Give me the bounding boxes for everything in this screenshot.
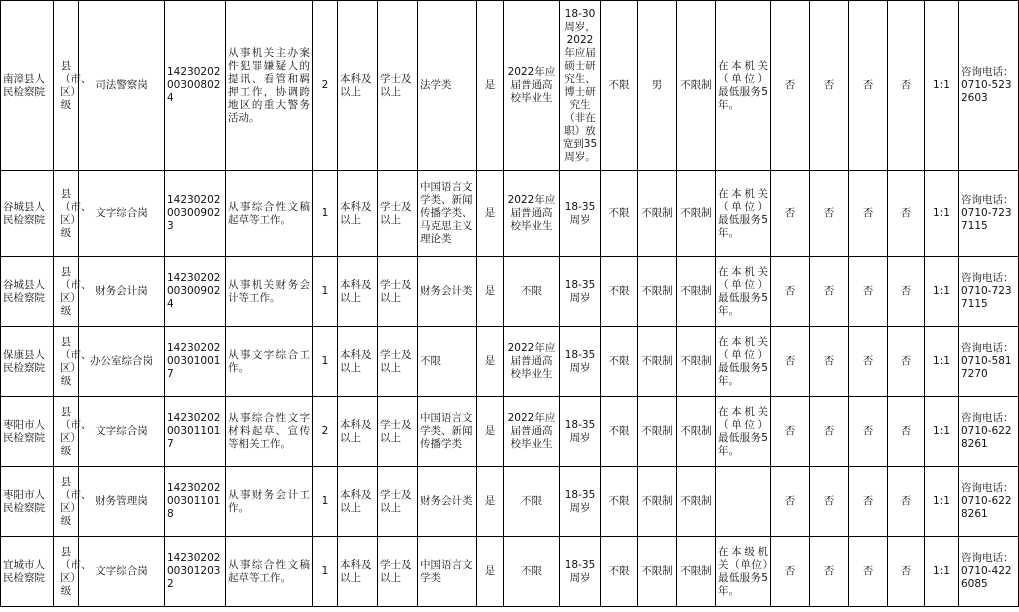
- table-row: [1, 537, 1019, 607]
- cell-duty: 从事综合性文稿起草等工作。: [226, 537, 313, 607]
- cell-source: 不限: [504, 537, 560, 607]
- cell-level-text: 县（市、区）级: [60, 265, 92, 317]
- cell-unit: 宜城市人民检察院: [1, 537, 54, 607]
- cell-major: 不限: [418, 327, 477, 397]
- cell-contact: 咨询电话：0710-5817270: [959, 327, 1019, 397]
- cell-position-code: 14230202003011018: [165, 467, 226, 537]
- cell-count: 1: [313, 537, 338, 607]
- table-row: [1, 257, 1019, 327]
- cell-no-4: 否: [888, 327, 925, 397]
- cell-no-1: 否: [771, 467, 810, 537]
- cell-politics: 不限: [601, 1, 638, 171]
- cell-count: 1: [313, 327, 338, 397]
- cell-no-4: 否: [888, 257, 925, 327]
- cell-no-3: 否: [849, 1, 888, 171]
- cell-no-1: 否: [771, 171, 810, 257]
- cell-contact: 咨询电话：0710-4226085: [959, 537, 1019, 607]
- cell-duty: 从事机关主办案件犯罪嫌疑人的提讯、看管和羁押工作，协调跨地区的重大警务活动。: [226, 1, 313, 171]
- cell-degree: 学士及以上: [378, 397, 418, 467]
- cell-politics: 不限: [601, 397, 638, 467]
- cell-gender: 不限制: [638, 467, 677, 537]
- cell-ratio: 1:1: [925, 537, 959, 607]
- cell-flag: 是: [477, 467, 504, 537]
- cell-position: 办公室综合岗: [79, 327, 165, 397]
- cell-education: 本科及以上: [338, 397, 378, 467]
- cell-other: 不限制: [677, 397, 716, 467]
- cell-no-3: 否: [849, 397, 888, 467]
- cell-other: 不限制: [677, 171, 716, 257]
- cell-unit: 保康县人民检察院: [1, 327, 54, 397]
- cell-unit: 南漳县人民检察院: [1, 1, 54, 171]
- cell-service: 在本机关（单位）最低服务5年。: [716, 171, 771, 257]
- cell-source: 不限: [504, 467, 560, 537]
- cell-gender: 不限制: [638, 397, 677, 467]
- cell-education: 本科及以上: [338, 327, 378, 397]
- cell-position-code: 14230202003009023: [165, 171, 226, 257]
- cell-ratio: 1:1: [925, 257, 959, 327]
- cell-no-4: 否: [888, 171, 925, 257]
- cell-education: 本科及以上: [338, 537, 378, 607]
- cell-unit: 枣阳市人民检察院: [1, 467, 54, 537]
- table-row: [1, 397, 1019, 467]
- cell-level: [54, 171, 92, 257]
- cell-contact: 咨询电话：0710-7237115: [959, 257, 1019, 327]
- cell-service: 在本级机关（单位）最低服务5年。: [716, 537, 771, 607]
- cell-degree: 学士及以上: [378, 1, 418, 171]
- cell-no-3: 否: [849, 467, 888, 537]
- cell-duty: 从事综合性文字材料起草、宣传等相关工作。: [226, 397, 313, 467]
- cell-education: 本科及以上: [338, 467, 378, 537]
- cell-level-text: 县（市、区）级: [60, 405, 92, 457]
- cell-education: 本科及以上: [338, 257, 378, 327]
- cell-gender: 不限制: [638, 171, 677, 257]
- cell-flag: 是: [477, 327, 504, 397]
- table-row: [1, 327, 1019, 397]
- table-row: [1, 171, 1019, 257]
- cell-no-2: 否: [810, 257, 849, 327]
- cell-no-2: 否: [810, 467, 849, 537]
- cell-ratio: 1:1: [925, 327, 959, 397]
- cell-major: 法学类: [418, 1, 477, 171]
- cell-source: 2022年应届普通高校毕业生: [504, 171, 560, 257]
- cell-level: [54, 257, 92, 327]
- cell-flag: 是: [477, 1, 504, 171]
- cell-degree: 学士及以上: [378, 327, 418, 397]
- cell-politics: 不限: [601, 171, 638, 257]
- cell-level: [54, 1, 92, 171]
- cell-ratio: 1:1: [925, 397, 959, 467]
- cell-politics: 不限: [601, 257, 638, 327]
- cell-ratio: 1:1: [925, 1, 959, 171]
- cell-service: [716, 467, 771, 537]
- cell-source: 2022年应届普通高校毕业生: [504, 1, 560, 171]
- cell-count: 2: [313, 1, 338, 171]
- cell-service: 在本机关（单位）最低服务5年。: [716, 327, 771, 397]
- cell-service: 在本机关（单位）最低服务5年。: [716, 1, 771, 171]
- cell-gender: 不限制: [638, 327, 677, 397]
- cell-age: 18-35周岁: [560, 397, 601, 467]
- cell-position: 文字综合岗: [79, 171, 165, 257]
- cell-duty: 从事机关财务会计等工作。: [226, 257, 313, 327]
- cell-age: 18-35周岁: [560, 171, 601, 257]
- cell-major: 财务会计类: [418, 257, 477, 327]
- cell-age: 18-35周岁: [560, 257, 601, 327]
- cell-politics: 不限: [601, 327, 638, 397]
- cell-position-code: 14230202003012032: [165, 537, 226, 607]
- cell-position-code: 14230202003011017: [165, 397, 226, 467]
- cell-contact: 咨询电话：0710-6228261: [959, 397, 1019, 467]
- cell-degree: 学士及以上: [378, 257, 418, 327]
- cell-source: 不限: [504, 257, 560, 327]
- cell-no-2: 否: [810, 537, 849, 607]
- cell-contact: 咨询电话：0710-5232603: [959, 1, 1019, 171]
- cell-service: 在本机关（单位）最低服务5年。: [716, 397, 771, 467]
- cell-politics: 不限: [601, 537, 638, 607]
- cell-gender: 不限制: [638, 537, 677, 607]
- table-row: [1, 467, 1019, 537]
- cell-no-4: 否: [888, 537, 925, 607]
- cell-major: 中国语言文学类、新闻传播学类: [418, 397, 477, 467]
- cell-no-4: 否: [888, 397, 925, 467]
- cell-no-2: 否: [810, 171, 849, 257]
- cell-no-2: 否: [810, 327, 849, 397]
- cell-count: 1: [313, 467, 338, 537]
- cell-no-1: 否: [771, 537, 810, 607]
- table-row: [1, 1, 1019, 171]
- cell-unit: 枣阳市人民检察院: [1, 397, 54, 467]
- cell-no-4: 否: [888, 1, 925, 171]
- cell-major: 中国语言文学类: [418, 537, 477, 607]
- cell-level-text: 县（市、区）级: [60, 545, 92, 597]
- cell-level: [54, 537, 92, 607]
- cell-degree: 学士及以上: [378, 537, 418, 607]
- cell-no-3: 否: [849, 537, 888, 607]
- cell-count: 1: [313, 257, 338, 327]
- cell-source: 2022年应届普通高校毕业生: [504, 327, 560, 397]
- cell-no-3: 否: [849, 171, 888, 257]
- cell-count: 2: [313, 397, 338, 467]
- cell-other: 不限制: [677, 257, 716, 327]
- cell-source: 2022年应届普通高校毕业生: [504, 397, 560, 467]
- cell-degree: 学士及以上: [378, 467, 418, 537]
- cell-education: 本科及以上: [338, 1, 378, 171]
- cell-no-2: 否: [810, 1, 849, 171]
- cell-no-4: 否: [888, 467, 925, 537]
- cell-ratio: 1:1: [925, 467, 959, 537]
- cell-position-code: 14230202003009024: [165, 257, 226, 327]
- cell-position-code: 14230202003008024: [165, 1, 226, 171]
- cell-position: 文字综合岗: [79, 397, 165, 467]
- cell-degree: 学士及以上: [378, 171, 418, 257]
- cell-no-3: 否: [849, 257, 888, 327]
- cell-unit: 谷城县人民检察院: [1, 257, 54, 327]
- cell-position: 财务会计岗: [79, 257, 165, 327]
- cell-level: [54, 467, 92, 537]
- cell-position: 司法警察岗: [79, 1, 165, 171]
- cell-level: [54, 397, 92, 467]
- cell-no-1: 否: [771, 397, 810, 467]
- cell-other: 不限制: [677, 1, 716, 171]
- cell-no-3: 否: [849, 327, 888, 397]
- cell-level-text: 县（市、区）级: [60, 335, 92, 387]
- cell-contact: 咨询电话：0710-7237115: [959, 171, 1019, 257]
- cell-flag: 是: [477, 537, 504, 607]
- cell-gender: 不限制: [638, 257, 677, 327]
- cell-age: 18-30周岁，2022年应届硕士研究生、博士研究生（非在职）放宽到35周岁。: [560, 1, 601, 171]
- cell-no-1: 否: [771, 1, 810, 171]
- cell-major: 财务会计类: [418, 467, 477, 537]
- cell-count: 1: [313, 171, 338, 257]
- cell-age: 18-35周岁: [560, 327, 601, 397]
- cell-level-text: 县（市、区）级: [60, 59, 92, 111]
- cell-flag: 是: [477, 397, 504, 467]
- cell-level-text: 县（市、区）级: [60, 475, 92, 527]
- cell-other: 不限制: [677, 537, 716, 607]
- cell-duty: 从事财务会计工作。: [226, 467, 313, 537]
- cell-no-2: 否: [810, 397, 849, 467]
- cell-flag: 是: [477, 171, 504, 257]
- cell-flag: 是: [477, 257, 504, 327]
- cell-no-1: 否: [771, 257, 810, 327]
- cell-level-text: 县（市、区）级: [60, 187, 92, 239]
- cell-position: 文字综合岗: [79, 537, 165, 607]
- cell-level: [54, 327, 92, 397]
- cell-no-1: 否: [771, 327, 810, 397]
- cell-service: 在本机关（单位）最低服务5年。: [716, 257, 771, 327]
- cell-age: 18-35周岁: [560, 467, 601, 537]
- cell-duty: 从事文字综合工作。: [226, 327, 313, 397]
- cell-politics: 不限: [601, 467, 638, 537]
- cell-contact: 咨询电话：0710-6228261: [959, 467, 1019, 537]
- cell-ratio: 1:1: [925, 171, 959, 257]
- cell-other: 不限制: [677, 467, 716, 537]
- cell-major: 中国语言文学类、新闻传播学类、马克思主义理论类: [418, 171, 477, 257]
- cell-other: 不限制: [677, 327, 716, 397]
- cell-education: 本科及以上: [338, 171, 378, 257]
- cell-unit: 谷城县人民检察院: [1, 171, 54, 257]
- cell-gender: 男: [638, 1, 677, 171]
- cell-age: 18-35周岁: [560, 537, 601, 607]
- cell-position-code: 14230202003010017: [165, 327, 226, 397]
- cell-position: 财务管理岗: [79, 467, 165, 537]
- cell-duty: 从事综合性文稿起草等工作。: [226, 171, 313, 257]
